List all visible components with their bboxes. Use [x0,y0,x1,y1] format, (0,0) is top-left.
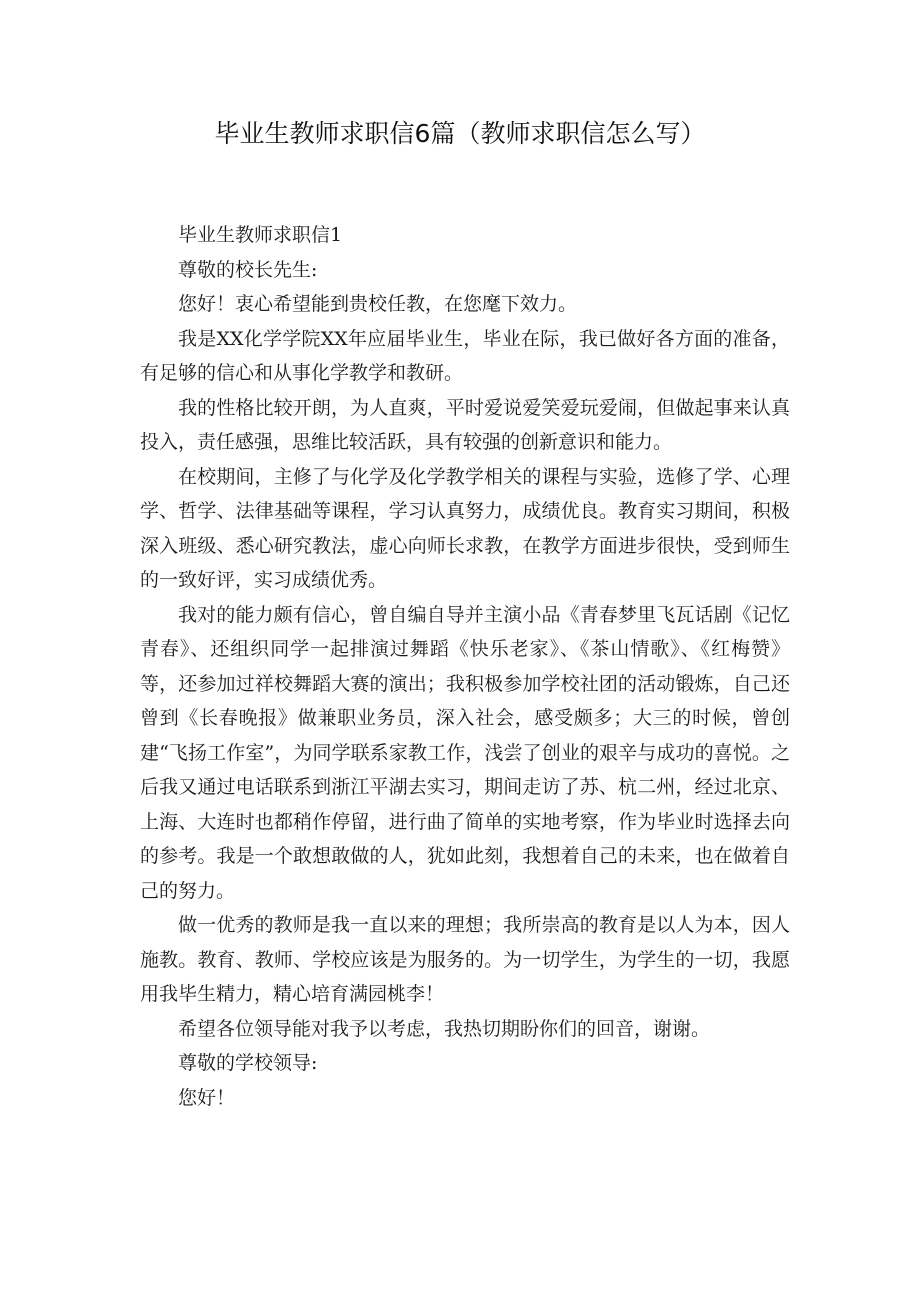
body-paragraph: 在校期间，主修了与化学及化学教学相关的课程与实验，选修了学、心理学、哲学、法律基础等课程，学习认真努力，成绩优良。教育实习期间，积极深入班级、悉心研究教法，虚心向师长求教，在教学方面进步很快，受到师生的一致好评，实习成绩优秀。 [140,465,790,591]
document-body [140,218,790,1115]
body-paragraph: 我对的能力颇有信心，曾自编自导并主演小品《青春梦里飞瓦话剧《记忆青春》、还组织同学一起排演过舞蹈《快乐老家》、《茶山情歌》、《红梅赞》等，还参加过祥校舞蹈大赛的演出；我积极参加学校社团的活动锻炼，自己还曾到《长春晚报》做兼职业务员，深入社会，感受颇多；大三的时候，曾创建“飞扬工作室”，为同学联系家教工作，浅尝了创业的艰辛与成功的喜悦。之后我又通过电话联系到浙江平湖去实习，期间走访了苏、杭二州，经过北京、上海、大连时也都稍作停留，进行曲了简单的实地考察，作为毕业时选择去向的参考。我是一个敢想敢做的人，犹如此刻，我想着自己的未来，也在做着自己的努力。 [140,603,790,902]
body-paragraph: 我是XX化学学院XX年应届毕业生，毕业在际，我已做好各方面的准备，有足够的信心和从事化学教学和教研。 [140,327,790,384]
closing-paragraph: 希望各位领导能对我予以考虑，我热切期盼你们的回音，谢谢。 [178,1017,711,1040]
letter-heading: 毕业生教师求职信1 [178,224,343,246]
second-greeting: 您好！ [178,1086,236,1109]
body-paragraph: 我的性格比较开朗，为人直爽，平时爱说爱笑爱玩爱闹，但做起事来认真投入，责任感强，思维比较活跃，具有较强的创新意识和能力。 [140,396,790,453]
document-title: 毕业生教师求职信6篇（教师求职信怎么写） [214,119,706,148]
salutation: 尊敬的校长先生: [178,258,318,281]
second-salutation: 尊敬的学校领导: [178,1052,318,1074]
greeting: 您好！衷心希望能到贵校任教，在您麾下效力。 [178,293,578,315]
body-paragraph: 做一优秀的教师是我一直以来的理想；我所崇高的教育是以人为本，因人施教。教育、教师、学校应该是为服务的。为一切学生，为学生的一切，我愿用我毕生精力，精心培育满园桃李！ [140,914,790,1005]
